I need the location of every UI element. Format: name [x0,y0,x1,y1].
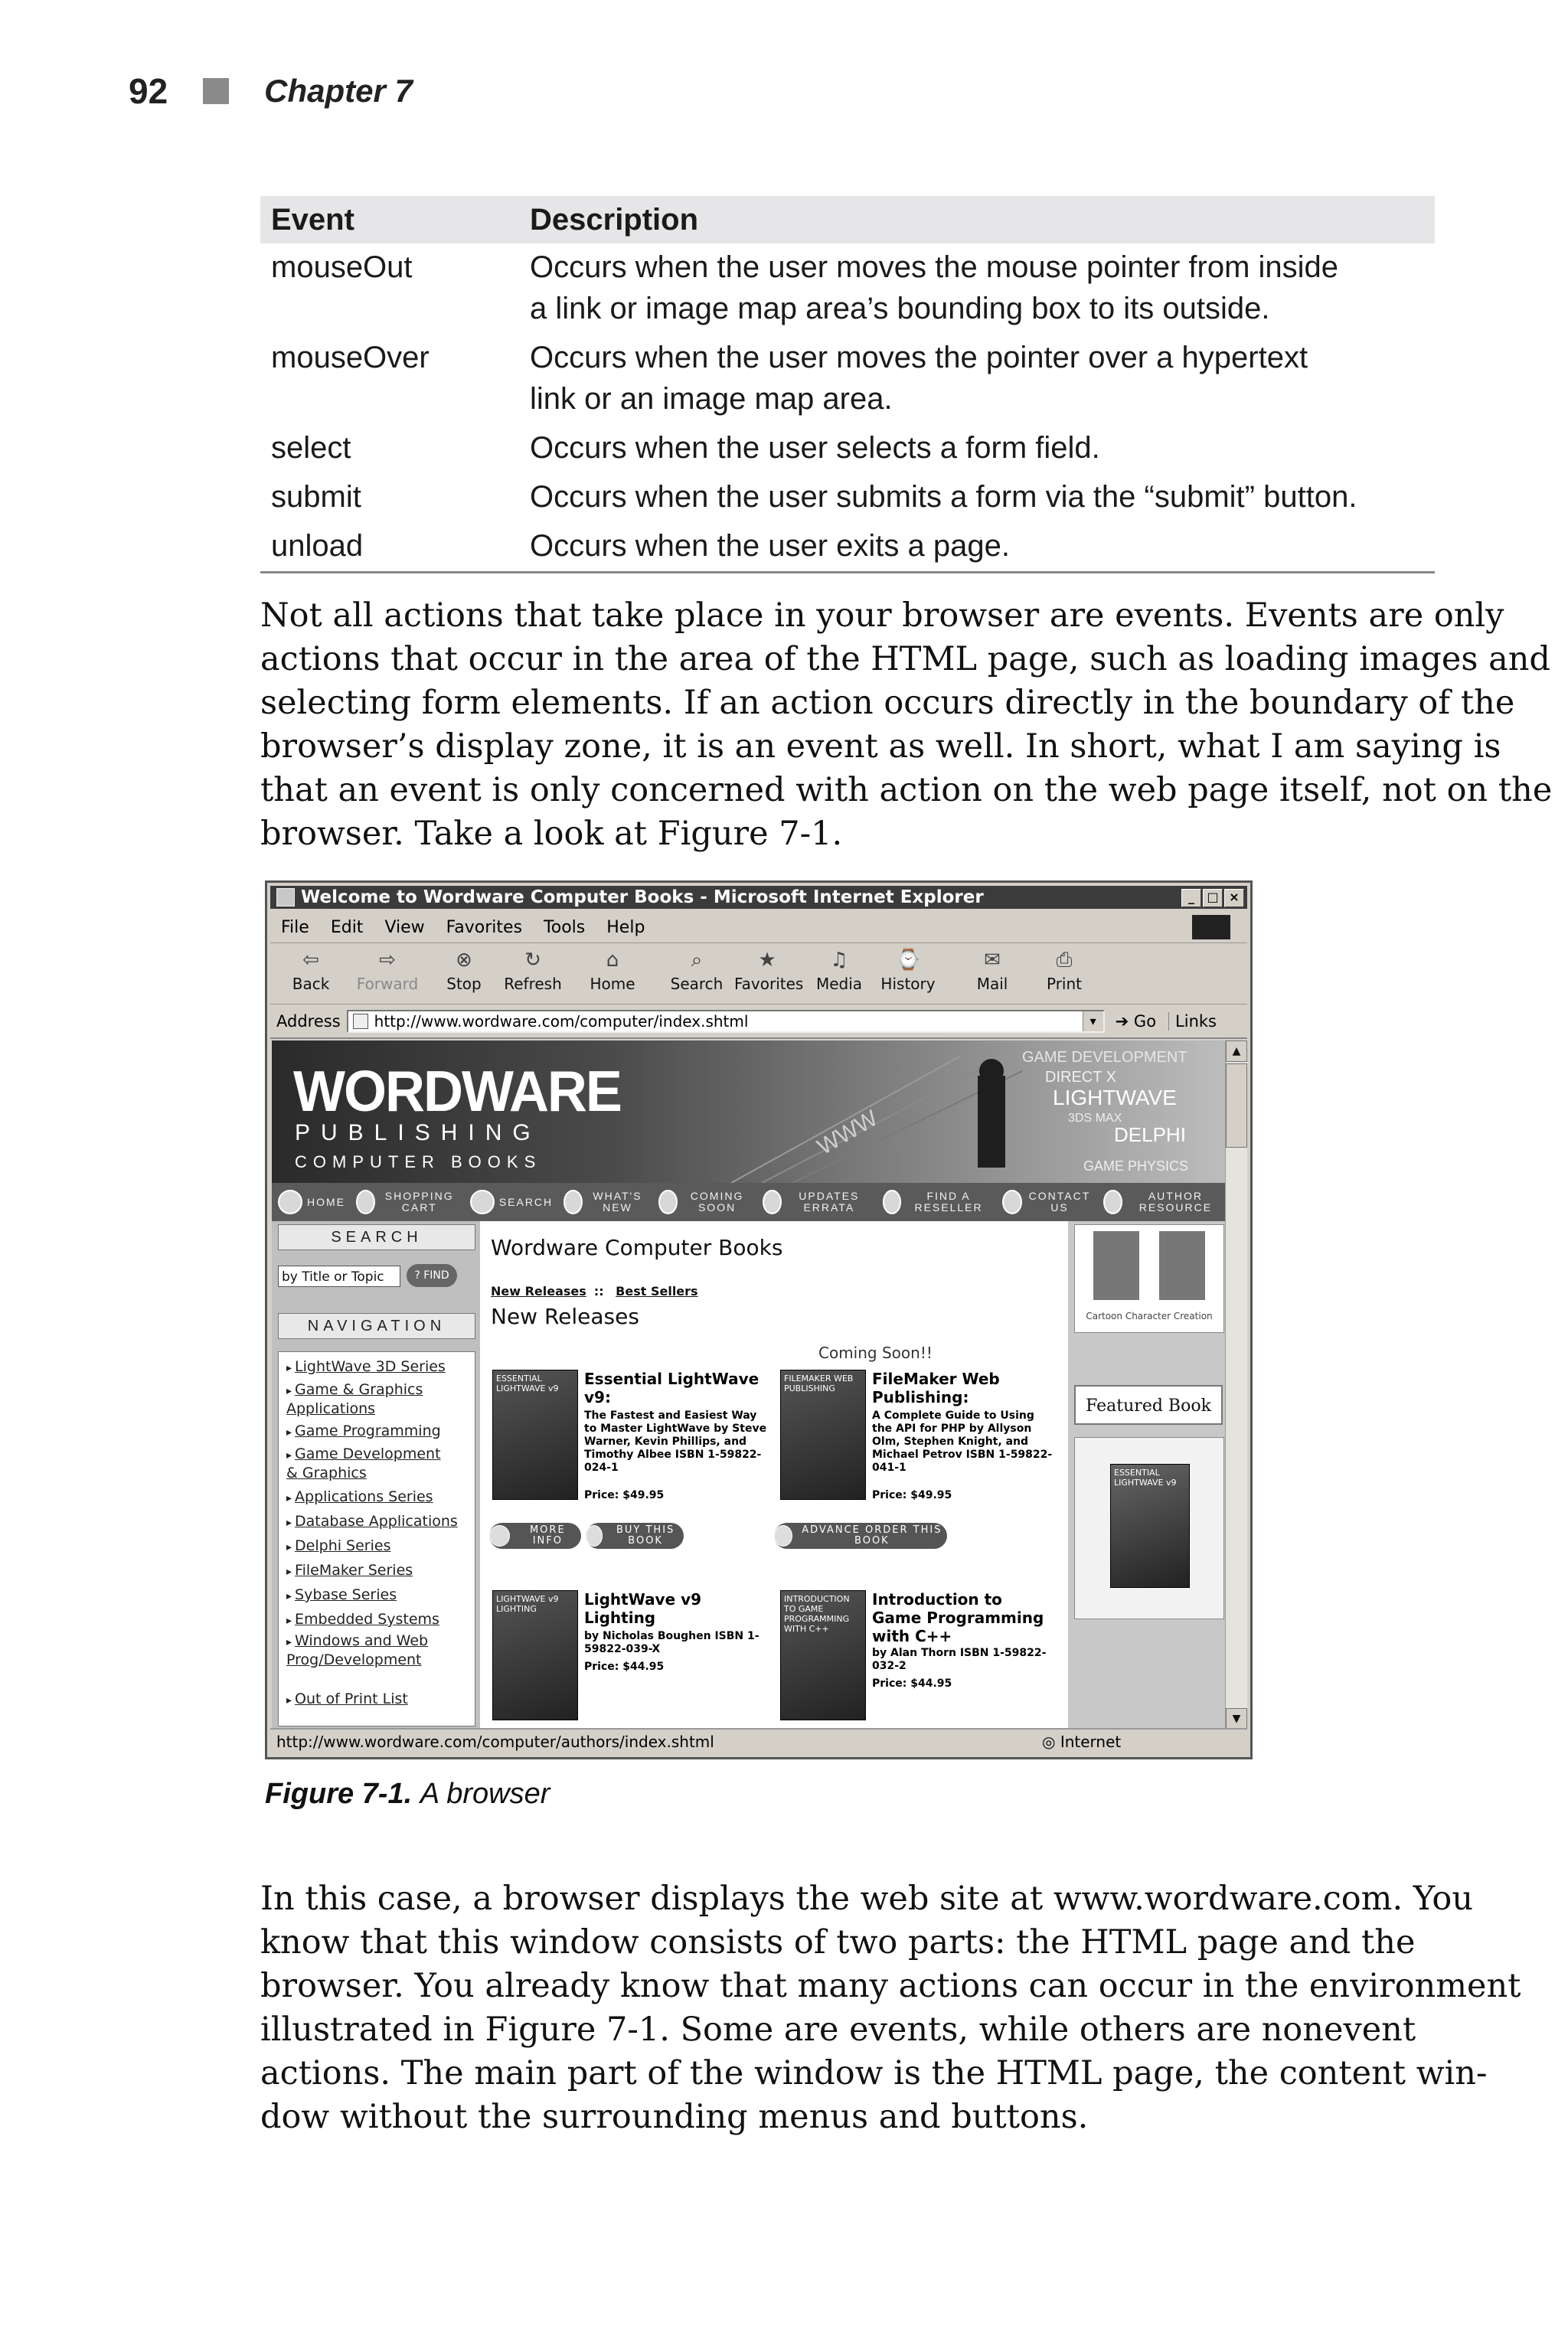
search-icon: ⌕ [691,949,703,972]
paragraph-line: actions that occur in the area of the HTML page, such as loading images and [260,640,1550,678]
coming-soon-label: Coming Soon!! [818,1344,933,1362]
site-nav-home [278,1190,345,1214]
menu-favorites: Favorites [446,917,523,937]
cartoon-books-box [1074,1224,1224,1333]
page-number: 92 [129,71,168,111]
banner-word: GAME DEVELOPMENT [1022,1049,1187,1066]
question-icon [489,1525,510,1547]
event-description [519,473,1435,522]
table-row [260,424,1435,473]
book-thumbnail [1159,1231,1205,1300]
paragraph-line: dow without the surrounding menus and buttons. [260,2098,1089,2136]
featured-book-label: Featured Book [1074,1385,1223,1425]
nav-list-item: ▸ Game Development & Graphics [286,1446,455,1482]
paragraph-line: illustrated in Figure 7-1. Some are events, while others are nonevent [260,2011,1416,2049]
scroll-up-icon: ▲ [1226,1040,1247,1062]
links-label: Links [1168,1012,1217,1031]
event-description [519,243,1435,334]
toolbar-label: Forward [356,975,419,993]
site-right-column [1068,1221,1229,1730]
go-button: ➔ Go [1115,1012,1157,1031]
table-row [260,522,1435,573]
toolbar-home [580,949,645,993]
advance-order-label: ADVANCE ORDER THIS BOOK [802,1524,942,1547]
logo-sub: PUBLISHING [295,1120,541,1145]
site-nav-whats-new [564,1190,648,1214]
nav-label: SHOPPING CART [384,1190,454,1214]
release-links [491,1284,706,1298]
book-title: LightWave v9 Lighting [584,1590,702,1627]
stop-icon: ⊗ [456,949,472,972]
cartoon-caption: Cartoon Character Creation [1086,1311,1213,1321]
figure-caption [265,1778,550,1811]
event-name: mouseOver [271,341,430,374]
find-label: FIND [423,1269,449,1282]
search-heading: SEARCH [278,1224,475,1250]
buy-book-button [586,1523,684,1549]
book-cover: FILEMAKER WEB PUBLISHING [780,1370,866,1500]
paragraph-line: In this case, a browser displays the web site at www.wordware.com. You [260,1880,1474,1918]
vertical-scrollbar [1225,1040,1247,1730]
book-entry [492,1590,760,1728]
logo-main: WORDWARE [293,1060,621,1124]
book-title: FileMaker Web Publishing: [872,1370,1000,1406]
status-zone: ◎ Internet [1042,1733,1122,1751]
book-entry [492,1370,767,1508]
chapter-title: Chapter 7 [264,73,413,109]
book-cover: INTRODUCTION TO GAME PROGRAMMING WITH C++ [780,1590,866,1720]
reseller-icon [883,1190,902,1214]
book-details: A Complete Guide to Using the API for PHP by Allyson Olm, Stephen Knight, and Michael Petrov ISBN 1-59822-041-1 [872,1410,1053,1474]
toolbar-label: Mail [976,975,1008,993]
buy-book-label: BUY THIS BOOK [616,1524,675,1547]
logo-tag: COMPUTER BOOKS [295,1152,542,1171]
nav-list-item: ▸ Game Programming [286,1423,441,1442]
header-square-icon [203,78,229,104]
toolbar-label: Media [815,975,863,993]
nav-list-item: ▸ LightWave 3D Series [286,1358,446,1377]
address-bar [270,1005,1247,1039]
cart-icon [356,1190,375,1214]
menu-view: View [384,917,425,937]
book-entry [780,1590,1048,1728]
toolbar-stop [431,949,497,993]
refresh-icon: ↻ [524,949,541,972]
link-separator: :: [593,1284,604,1298]
table-row [260,473,1435,522]
go-label: Go [1133,1012,1157,1031]
menu-bar [270,912,1247,943]
toolbar-media [806,949,872,993]
author-icon [1103,1190,1122,1214]
nav-label: HOME [307,1195,345,1208]
site-search-input: by Title or Topic [278,1266,400,1287]
advance-order-button [774,1523,947,1549]
toolbar-label: Refresh [504,975,562,993]
description-line: Occurs when the user selects a form field. [530,431,1100,465]
site-left-column [272,1221,480,1730]
description-line: Occurs when the user moves the mouse pointer from inside [530,250,1339,284]
event-name: mouseOut [271,250,413,284]
clock-icon [658,1190,678,1214]
toolbar-label: Home [590,975,635,993]
featured-book-cover: ESSENTIAL LIGHTWAVE v9 [1110,1464,1190,1588]
book-price: Price: $44.95 [872,1677,952,1690]
nav-list-item: ▸ Applications Series [286,1488,433,1508]
address-url: http://www.wordware.com/computer/index.shtml [374,1012,749,1031]
site-nav-updates [763,1190,871,1214]
banner-word: DIRECT X [1045,1069,1116,1086]
close-icon: × [1224,889,1244,907]
nav-label: SEARCH [498,1195,554,1208]
figure-label: Figure 7-1. [265,1778,413,1810]
nav-label: CONTACT US [1028,1190,1091,1214]
scroll-thumb [1226,1063,1247,1148]
site-nav-search [470,1190,553,1214]
event-name: unload [260,522,519,573]
forward-arrow-icon: ⇨ [379,949,396,972]
site-nav-strip [272,1183,1229,1221]
nav-list-item: ▸ Database Applications [286,1513,458,1532]
menu-help: Help [606,917,645,937]
site-banner [272,1040,1229,1183]
history-icon: ⌚ [896,949,921,972]
paragraph-line: that an event is only concerned with action on the web page itself, not on the [260,771,1553,809]
zone-label: Internet [1060,1733,1122,1751]
nav-label: UPDATES ERRATA [799,1190,860,1214]
toolbar-back [278,949,344,993]
body-paragraph-2 [260,1877,1521,2139]
toolbar-label: Search [670,975,724,993]
web-page-content [272,1040,1229,1730]
search-icon [470,1190,495,1214]
phone-icon [1002,1190,1022,1214]
nav-label: AUTHOR RESOURCE [1138,1190,1213,1214]
toolbar-label: Print [1046,975,1082,993]
table-row [260,243,1435,334]
scroll-down-icon: ▼ [1226,1708,1247,1730]
find-button: ? FIND [407,1264,457,1287]
menu-edit: Edit [330,917,364,937]
description-line: a link or image map area’s bounding box to its outside. [530,292,1270,325]
toolbar-refresh [500,949,566,993]
nav-list-item: ▸ Embedded Systems [286,1611,439,1630]
menu-tools: Tools [544,917,586,937]
figure-browser-window [265,880,1253,1759]
nav-list-item: ▸ Sybase Series [286,1586,397,1606]
book-cover: ESSENTIAL LIGHTWAVE v9 [492,1370,578,1500]
book-title: Introduction to Game Programming with C++ [872,1590,1044,1645]
nav-label: FIND A RESELLER [914,1190,983,1214]
menu-file: File [281,917,309,937]
address-label: Address [276,1012,341,1031]
window-controls [1181,889,1244,907]
site-nav-contact [1002,1190,1093,1214]
paragraph-line: browser. Take a look at Figure 7-1. [260,815,843,853]
toolbar-history [875,949,941,993]
favorites-icon: ★ [758,949,776,972]
nav-label: COMING SOON [690,1190,744,1214]
status-bar [270,1728,1247,1754]
toolbar-label: Back [292,975,330,993]
media-icon: ♫ [830,949,848,972]
paragraph-line: know that this window consists of two parts: the HTML page and the [260,1923,1416,1962]
book-details: by Alan Thorn ISBN 1-59822-032-2 [872,1647,1047,1672]
mail-icon: ✉ [984,949,1001,972]
toolbar-label: History [880,975,936,993]
nav-list-item: ▸ Game & Graphics Applications [286,1381,455,1418]
browser-toolbar [270,944,1247,1004]
paragraph-line: browser. You already know that many actions can occur in the environment [260,1967,1521,2005]
book-thumbnail [1093,1231,1139,1300]
new-releases-heading: New Releases [491,1304,639,1329]
toolbar-mail [959,949,1025,993]
chevron-down-icon: ▾ [1083,1011,1103,1031]
table-header-event: Event [260,196,519,243]
navigation-heading: NAVIGATION [278,1313,475,1339]
featured-book-box [1074,1437,1224,1619]
toolbar-favorites [734,949,804,993]
paragraph-line: browser’s display zone, it is an event as well. In short, what I am saying is [260,727,1501,766]
event-name: select [271,431,351,465]
back-arrow-icon: ⇦ [302,949,319,972]
book-title: Essential LightWave v9: [584,1370,760,1406]
nav-list-item: ▸ Out of Print List [286,1690,408,1710]
windows-logo-icon [1192,915,1230,939]
figure-caption-text: A browser [420,1778,550,1810]
more-info-button [489,1523,581,1549]
description-line: Occurs when the user exits a page. [530,529,1010,563]
site-main-title: Wordware Computer Books [491,1235,783,1260]
new-icon [564,1190,583,1214]
event-name: submit [271,480,361,514]
table-header-description: Description [519,196,1435,243]
book-price: Price: $44.95 [584,1661,665,1673]
toolbar-label: Stop [446,975,482,993]
best-sellers-link: Best Sellers [616,1284,698,1298]
address-field [347,1010,1105,1033]
banner-word: DELPHI [1114,1123,1186,1146]
nav-label: WHAT'S NEW [593,1190,642,1214]
book-price: Price: $49.95 [584,1489,665,1501]
event-description [519,334,1435,424]
toolbar-forward [354,949,420,993]
banner-word: GAME PHYSICS [1083,1158,1189,1174]
site-nav-cart [356,1190,459,1214]
description-line: Occurs when the user submits a form via the “submit” button. [530,480,1357,514]
description-line: Occurs when the user moves the pointer over a hypertext [530,341,1308,374]
window-title: Welcome to Wordware Computer Books - Microsoft Internet Explorer [301,887,984,907]
new-releases-link: New Releases [491,1284,586,1298]
table-row [260,334,1435,424]
toolbar-print [1031,949,1097,993]
paragraph-line: selecting form elements. If an action occurs directly in the boundary of the [260,684,1515,722]
page-header [129,67,413,115]
maximize-icon: □ [1203,889,1223,907]
book-cover: LIGHTWAVE v9 LIGHTING [492,1590,578,1720]
cart-icon [586,1525,603,1547]
site-nav-coming-soon [658,1190,752,1214]
book-price: Price: $49.95 [872,1489,952,1501]
body-paragraph-1 [260,594,1553,856]
home-icon [278,1190,302,1214]
book-details: The Fastest and Easiest Way to Master LightWave by Steve Warner, Kevin Phillips, and Timothy Albee ISBN 1-59822-024-1 [584,1410,767,1474]
ie-logo-icon [276,888,295,906]
book-details: by Nicholas Boughen ISBN 1-59822-039-X [584,1630,760,1655]
event-description [519,522,1435,573]
event-table [260,196,1435,573]
window-titlebar [270,886,1247,909]
cart-icon [774,1525,792,1547]
home-icon: ⌂ [606,949,619,972]
banner-word: LIGHTWAVE [1053,1086,1177,1109]
more-info-label: MORE INFO [529,1524,566,1547]
banner-word: 3DS MAX [1068,1112,1122,1125]
toolbar-label: Favorites [734,975,804,993]
book-entry [780,1370,1053,1508]
updates-icon [763,1190,782,1214]
site-main-column [488,1221,1062,1730]
minimize-icon: _ [1181,889,1201,907]
navigation-list [278,1351,475,1726]
banner-word: WWW [813,1106,883,1161]
toolbar-search [664,949,730,993]
nav-list-item: ▸ Windows and Web Prog/Development [286,1632,455,1669]
banner-artwork [731,1040,1229,1183]
print-icon: ⎙ [1056,949,1073,972]
nav-list-item: ▸ Delphi Series [286,1537,390,1557]
event-description [519,424,1435,473]
site-nav-author [1103,1190,1224,1214]
nav-list-item: ▸ FileMaker Series [286,1562,413,1581]
paragraph-line: Not all actions that take place in your browser are events. Events are only [260,596,1504,635]
paragraph-line: actions. The main part of the window is the HTML page, the content win- [260,2054,1488,2092]
status-url: http://www.wordware.com/computer/authors/index.shtml [276,1733,714,1751]
site-nav-reseller [883,1190,991,1214]
description-line: link or an image map area. [530,382,893,416]
table-header-row [260,196,1435,243]
page-icon [353,1014,368,1029]
